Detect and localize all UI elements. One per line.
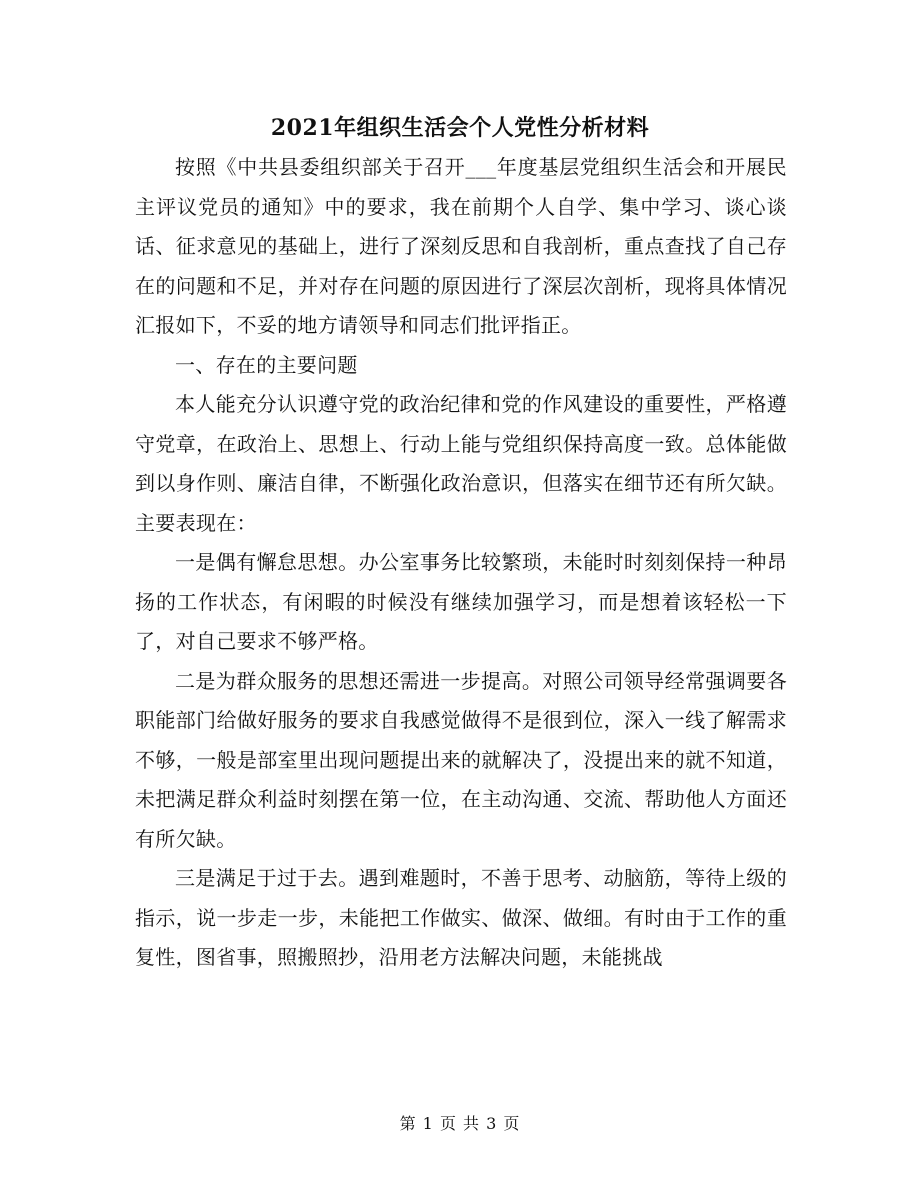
page-footer: 第 1 页 共 3 页 [399,1114,521,1133]
paragraph-point-two: 二是为群众服务的思想还需进一步提高。对照公司领导经常强调要各职能部门给做好服务的要求自我感觉做得不是很到位，深入一线了解需求不够，一般是部室里出现问题提出来的就解决了，没提出来的就不知道，未把满足群众利益时刻摆在第一位，在主动沟通、交流、帮助他人方面还有所欠缺。 [135,668,787,851]
paragraph-point-three: 三是满足于过于去。遇到难题时，不善于思考、动脑筋，等待上级的指示，说一步走一步，未能把工作做实、做深、做细。有时由于工作的重复性，图省事，照搬照抄，沿用老方法解决问题，未能挑战 [135,866,787,969]
document-body [135,148,787,978]
section-heading-main-problems: 一、存在的主要问题 [175,352,358,377]
paragraph-overview: 本人能充分认识遵守党的政治纪律和党的作风建设的重要性，严格遵守党章，在政治上、思想上、行动上能与党组织保持高度一致。总体能做到以身作则、廉洁自律，不断强化政治意识，但落实在细节还有所欠缺。主要表现在： [135,392,787,535]
paragraph-intro: 按照《中共县委组织部关于召开___年度基层党组织生活会和开展民主评议党员的通知》中的要求，我在前期个人自学、集中学习、谈心谈话、征求意见的基础上，进行了深刻反思和自我剖析，重点查找了自己存在的问题和不足，并对存在问题的原因进行了深层次剖析，现将具体情况汇报如下，不妥的地方请领导和同志们批评指正。 [135,155,787,337]
document-title: 2021年组织生活会个人党性分析材料 [270,115,650,141]
paragraph-point-one: 一是偶有懈怠思想。办公室事务比较繁琐，未能时时刻刻保持一种昂扬的工作状态，有闲暇的时候没有继续加强学习，而是想着该轻松一下了，对自己要求不够严格。 [135,550,787,653]
